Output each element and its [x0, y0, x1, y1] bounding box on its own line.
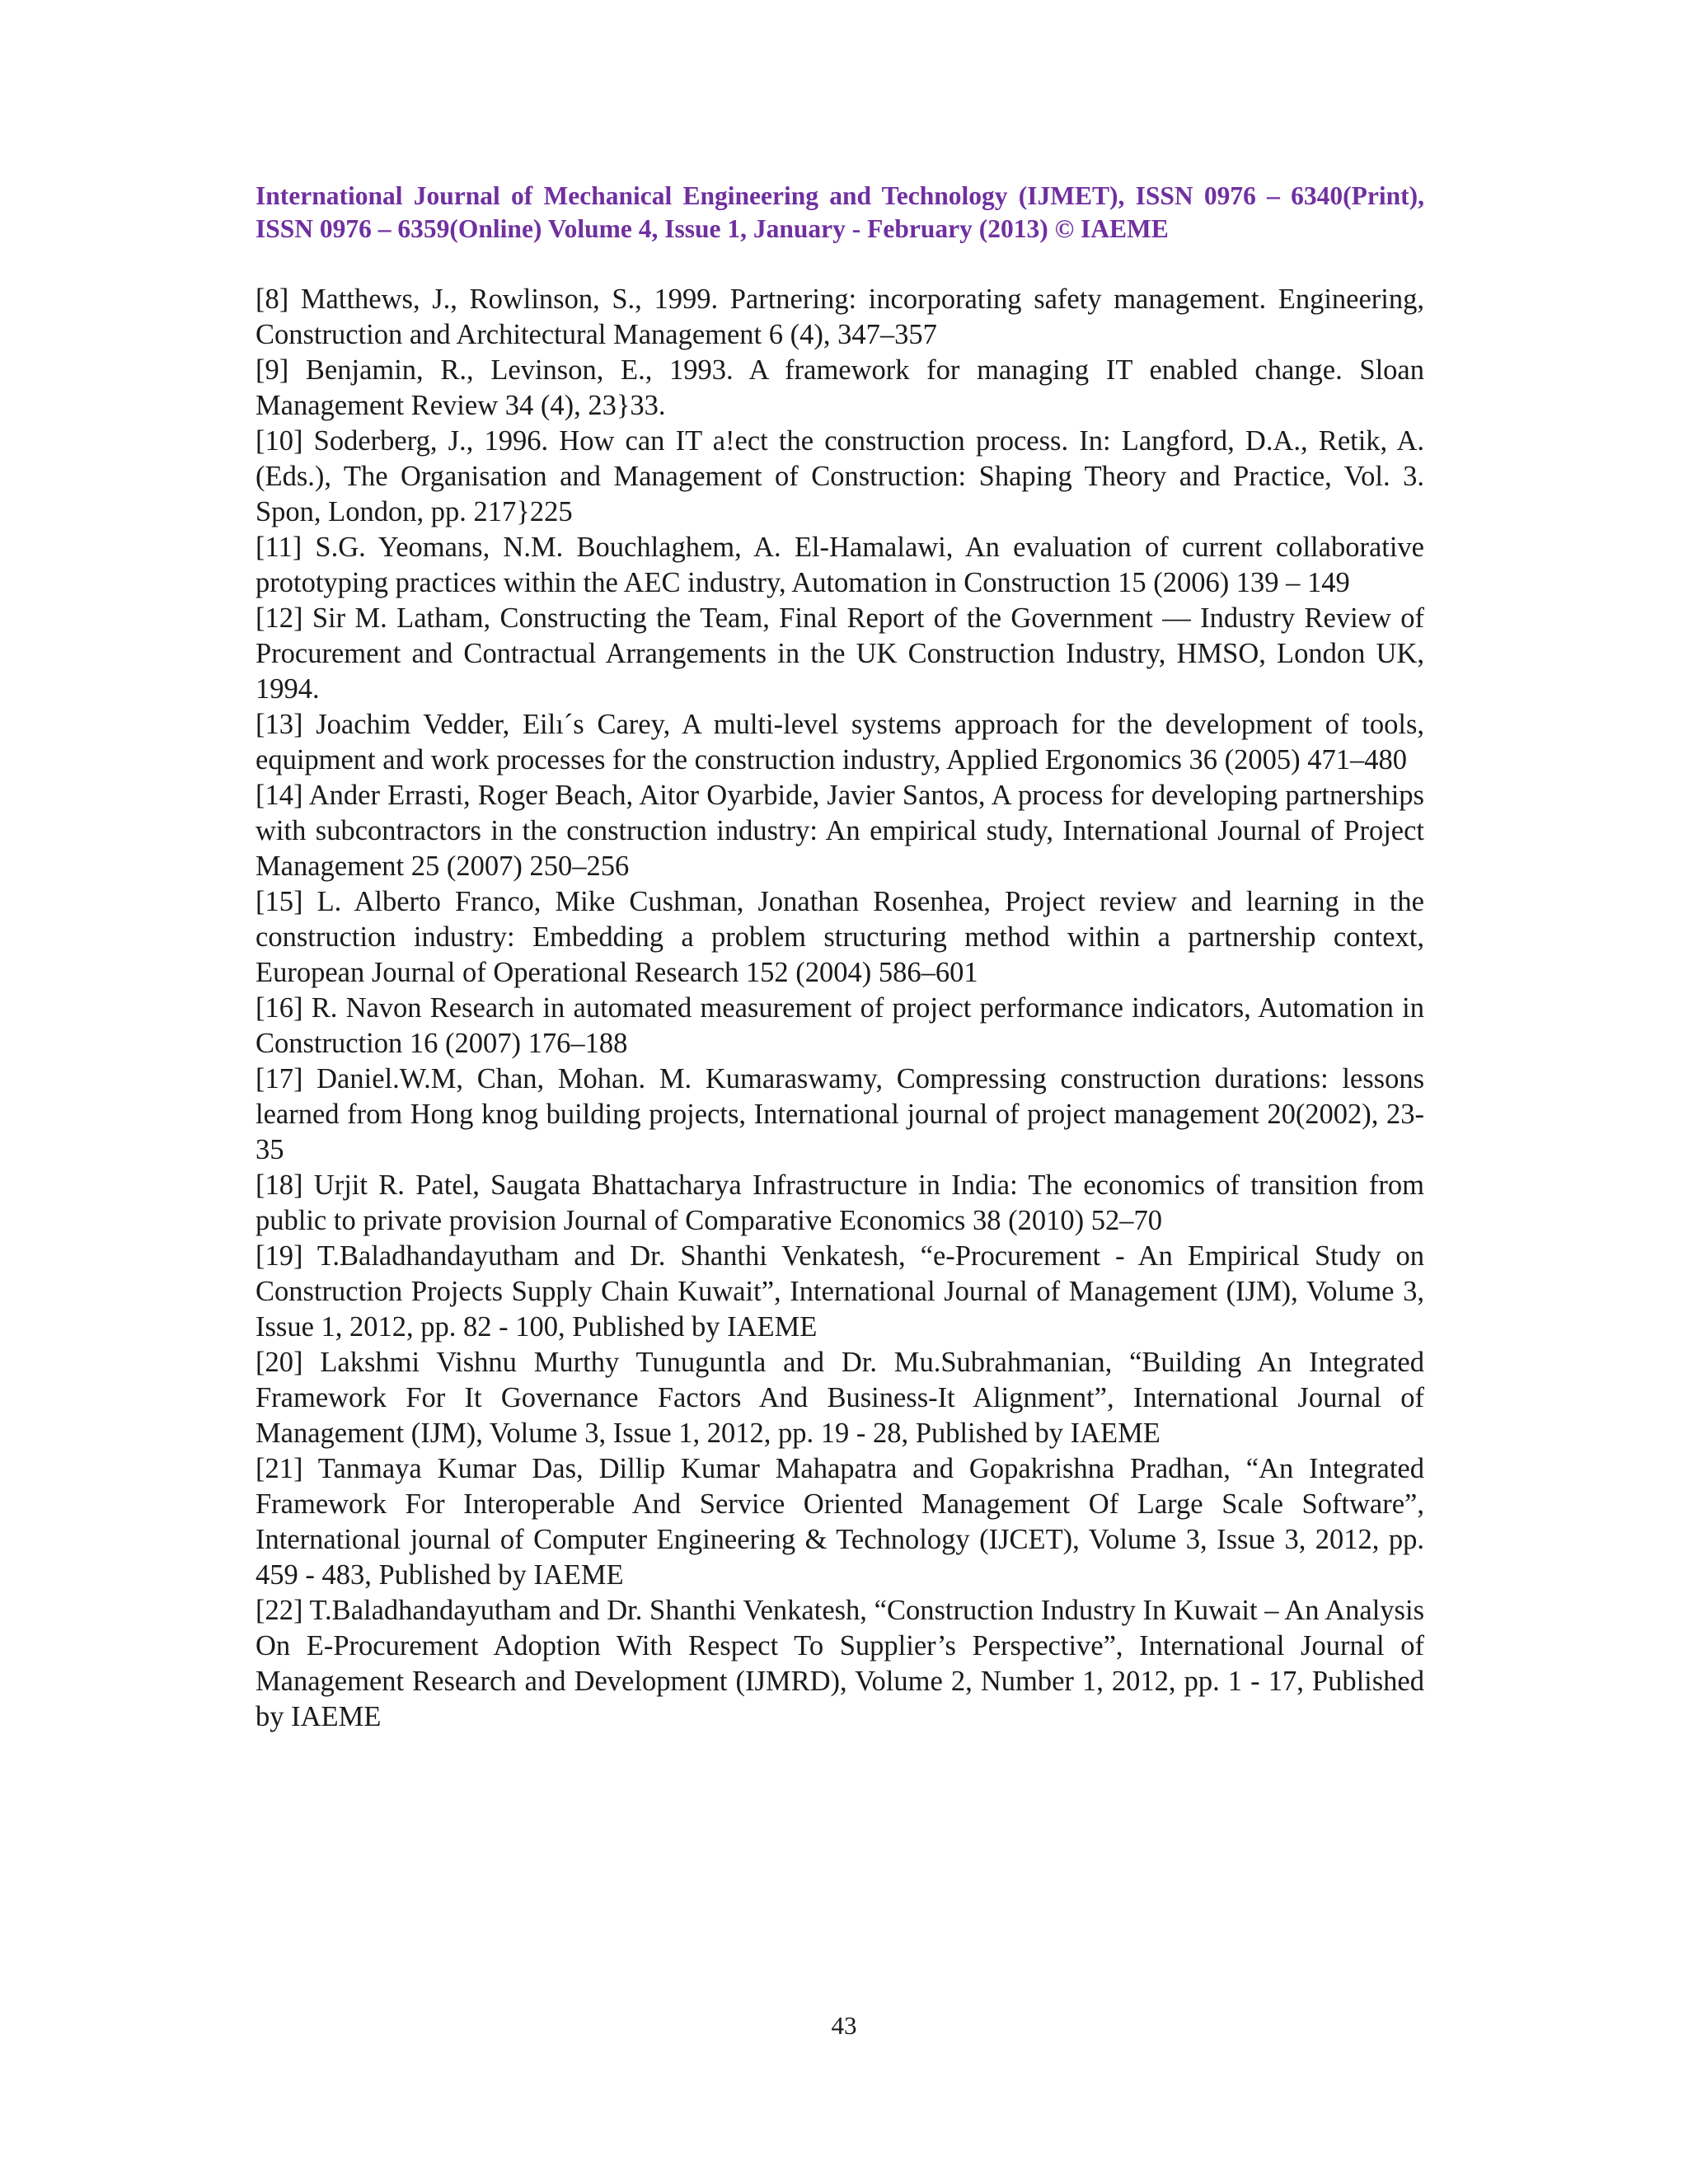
reference-list: [256, 282, 1424, 1735]
journal-header: International Journal of Mechanical Engineering and Technology (IJMET), ISSN 0976 – 6340(Print), ISSN 0976 – 6359(Online) Volume 4, Issue 1, January - February (2013) © IAEME: [256, 181, 1424, 243]
reference-12: [12] Sir M. Latham, Constructing the Team, Final Report of the Government — Industry Review of Procurement and Contractual Arrangements in the UK Construction Industry, HMSO, London UK, 1994.: [256, 602, 1424, 705]
reference-8: [8] Matthews, J., Rowlinson, S., 1999. Partnering: incorporating safety management. Engineering, Construction and Architectural Management 6 (4), 347–357: [256, 284, 1424, 350]
reference-15: [15] L. Alberto Franco, Mike Cushman, Jonathan Rosenhea, Project review and learning in the construction industry: Embedding a problem structuring method within a partnership context, European Journal of Operational Research 152 (2004) 586–601: [256, 886, 1424, 988]
reference-19: [19] T.Baladhandayutham and Dr. Shanthi Venkatesh, “e-Procurement - An Empirical Study on Construction Projects Supply Chain Kuwait”, International Journal of Management (IJM), Volume 3, Issue 1, 2012, pp. 82 - 100, Published by IAEME: [256, 1240, 1424, 1343]
reference-16: [16] R. Navon Research in automated measurement of project performance indicators, Automation in Construction 16 (2007) 176–188: [256, 992, 1424, 1059]
reference-18: [18] Urjit R. Patel, Saugata Bhattacharya Infrastructure in India: The economics of transition from public to private provision Journal of Comparative Economics 38 (2010) 52–70: [256, 1169, 1424, 1236]
reference-17: [17] Daniel.W.M, Chan, Mohan. M. Kumaraswamy, Compressing construction durations: lessons learned from Hong knog building projects, International journal of project management 20(2002), 23-35: [256, 1063, 1424, 1165]
reference-21: [21] Tanmaya Kumar Das, Dillip Kumar Mahapatra and Gopakrishna Pradhan, “An Integrated Framework For Interoperable And Service Oriented Management Of Large Scale Software”, International journal of Computer Engineering & Technology (IJCET), Volume 3, Issue 3, 2012, pp. 459 - 483, Published by IAEME: [256, 1453, 1424, 1591]
reference-10: [10] Soderberg, J., 1996. How can IT a!ect the construction process. In: Langford, D.A., Retik, A. (Eds.), The Organisation and Management of Construction: Shaping Theory and Practice, Vol. 3. Spon, London, pp. 217}225: [256, 425, 1424, 527]
reference-13: [13] Joachim Vedder, Eilı´s Carey, A multi-level systems approach for the development of tools, equipment and work processes for the construction industry, Applied Ergonomics 36 (2005) 471–480: [256, 709, 1424, 776]
reference-20: [20] Lakshmi Vishnu Murthy Tunuguntla and Dr. Mu.Subrahmanian, “Building An Integrated Framework For It Governance Factors And Business-It Alignment”, International Journal of Management (IJM), Volume 3, Issue 1, 2012, pp. 19 - 28, Published by IAEME: [256, 1347, 1424, 1449]
reference-11: [11] S.G. Yeomans, N.M. Bouchlaghem, A. El-Hamalawi, An evaluation of current collaborative prototyping practices within the AEC industry, Automation in Construction 15 (2006) 139 – 149: [256, 532, 1424, 598]
reference-14: [14] Ander Errasti, Roger Beach, Aitor Oyarbide, Javier Santos, A process for developing partnerships with subcontractors in the construction industry: An empirical study, International Journal of Project Management 25 (2007) 250–256: [256, 780, 1424, 882]
page-number: 43: [831, 2011, 857, 2040]
reference-22: [22] T.Baladhandayutham and Dr. Shanthi Venkatesh, “Construction Industry In Kuwait – An Analysis On E-Procurement Adoption With Respect To Supplier’s Perspective”, International Journal of Management Research and Development (IJMRD), Volume 2, Number 1, 2012, pp. 1 - 17, Published by IAEME: [256, 1595, 1424, 1732]
page-body: [256, 180, 1424, 1735]
reference-9: [9] Benjamin, R., Levinson, E., 1993. A framework for managing IT enabled change. Sloan Management Review 34 (4), 23}33.: [256, 354, 1424, 421]
